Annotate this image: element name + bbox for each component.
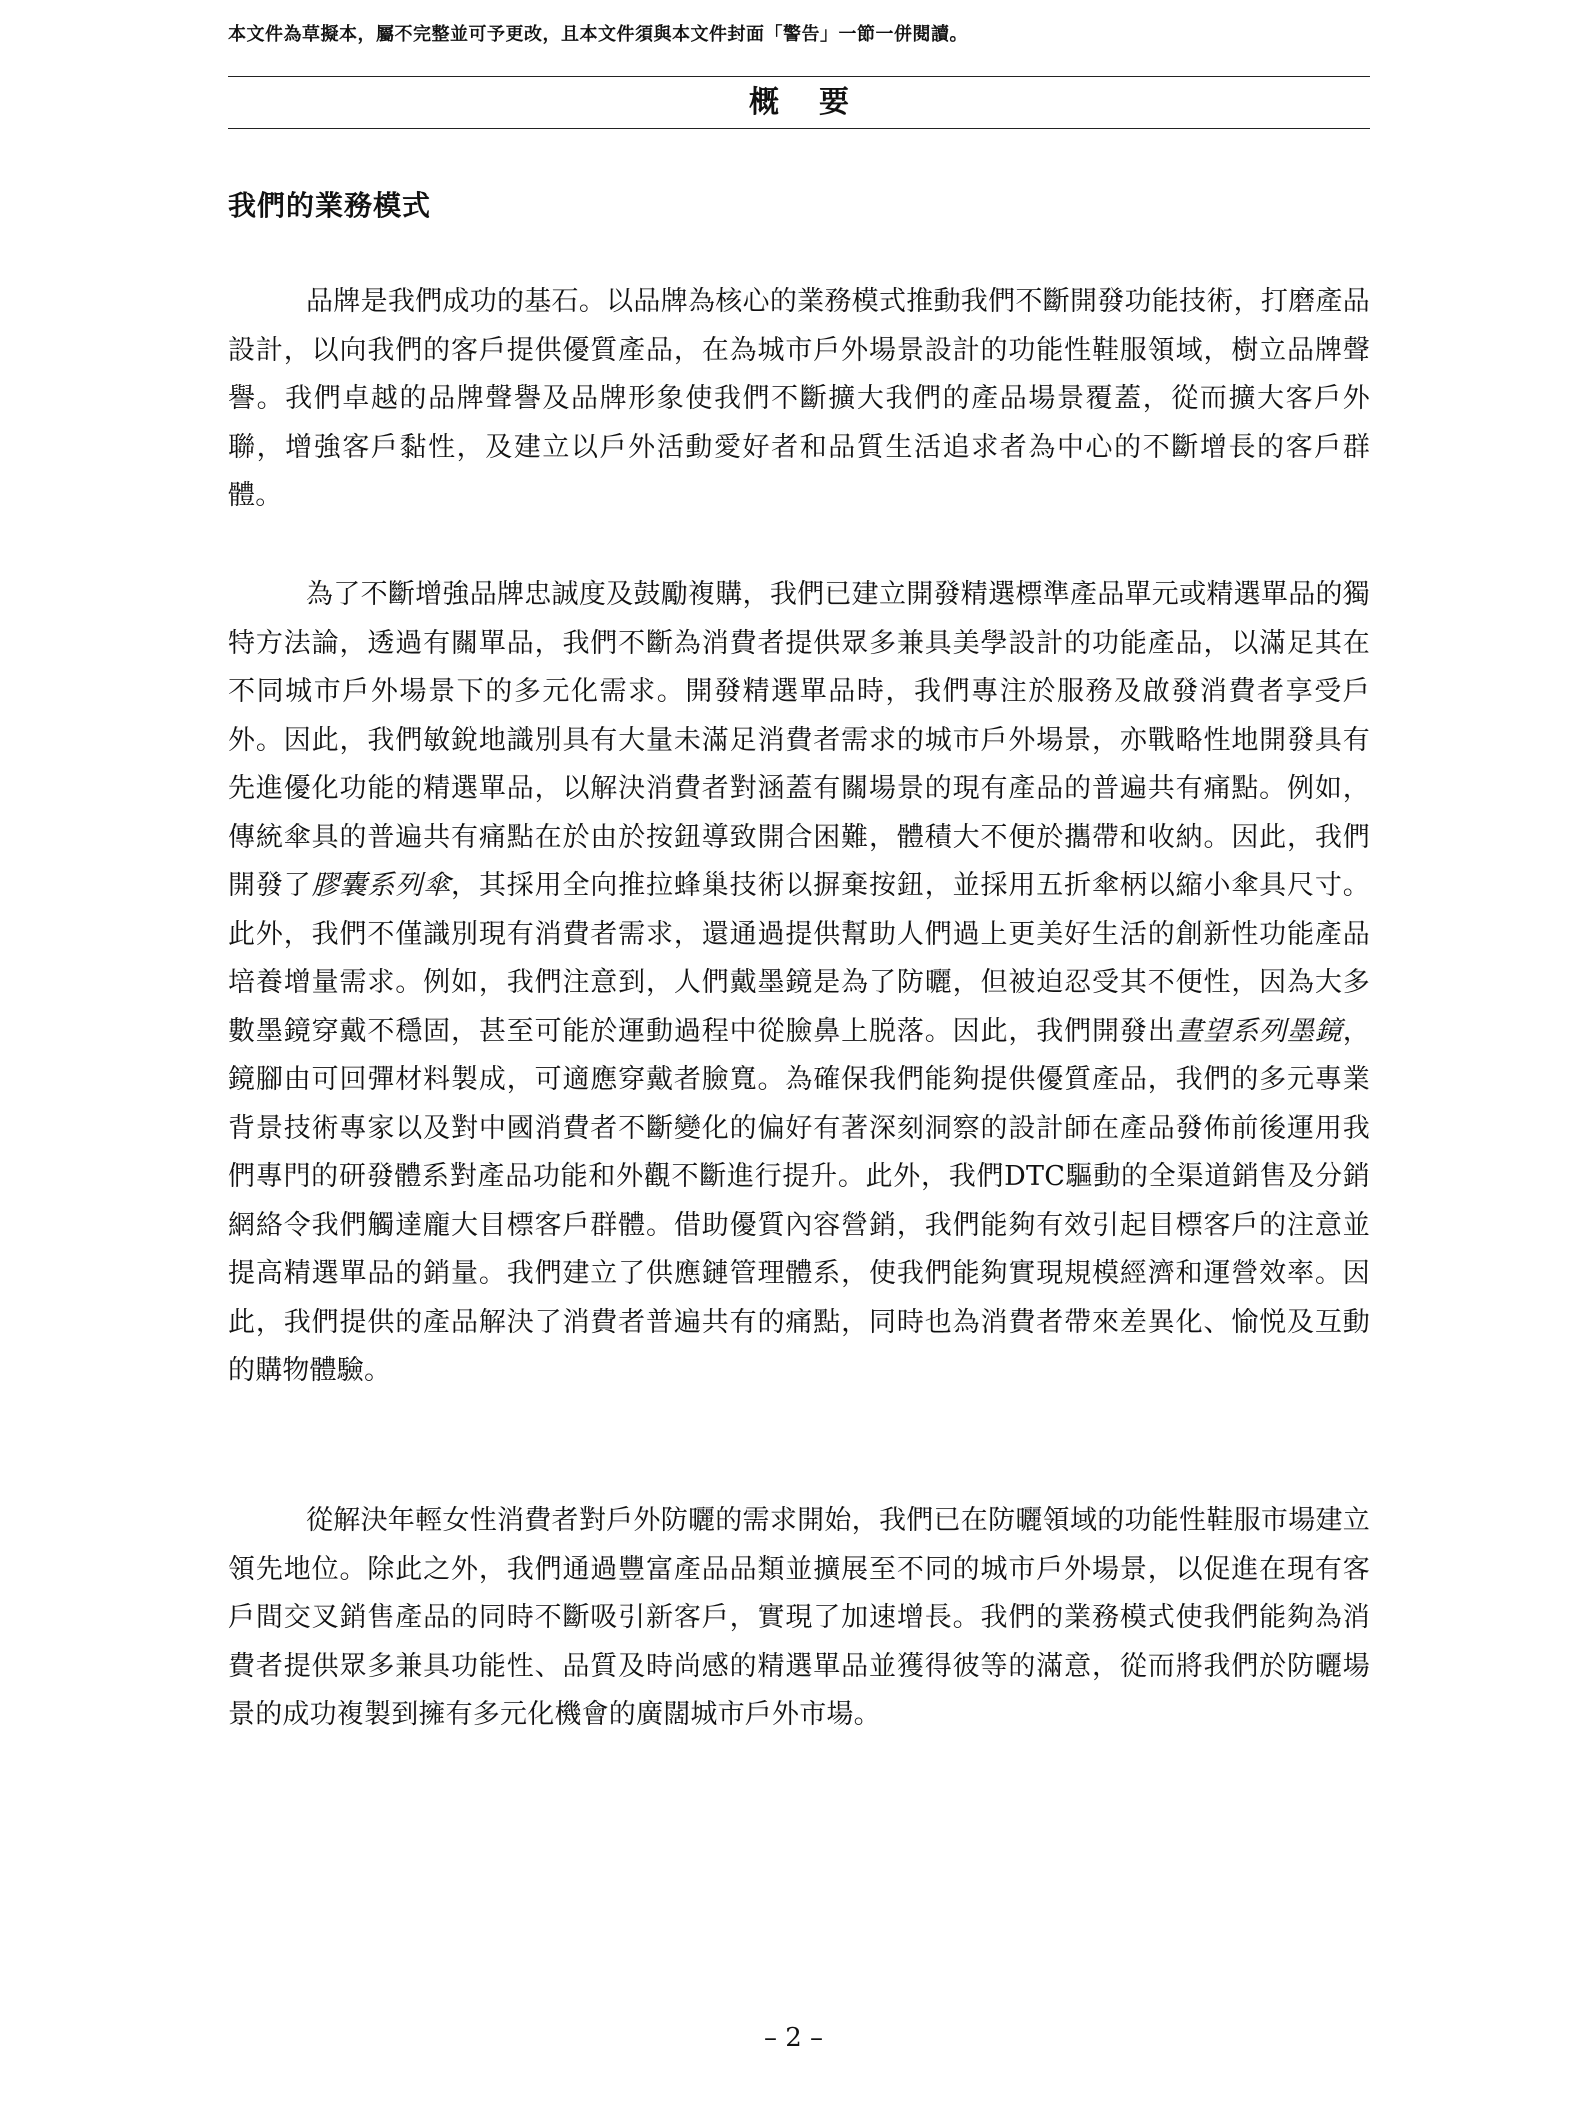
product-name-umbrella: 膠囊系列傘 bbox=[311, 870, 451, 901]
paragraph-text: 為了不斷增強品牌忠誠度及鼓勵複購，我們已建立開發精選標準產品單元或精選單品的獨特方法論，透過有關單品，我們不斷為消費者提供眾多兼具美學設計的功能產品，以滿足其在不同城市戶外場景下的多元化需求。開發精選單品時，我們專注於服務及啟發消費者享受戶外。因此，我們敏銳地識別具有大量未滿足消費者需求的城市戶外場景，亦戰略性地開發具有先進優化功能的精選單品，以解決消費者對涵蓋有關場景的現有產品的普遍共有痛點。例如，傳統傘具的普遍共有痛點在於由於按鈕導致開合困難，體積大不便於攜帶和收納。因此，我們開發了 bbox=[228, 579, 1370, 901]
page-number: – 2 – bbox=[763, 2023, 824, 2053]
title-top-rule bbox=[228, 76, 1370, 77]
section-title: 概要 bbox=[749, 85, 889, 120]
draft-warning-notice: 本文件為草擬本，屬不完整並可予更改，且本文件須與本文件封面「警告」一節一併閱讀。 bbox=[228, 24, 968, 45]
business-model-heading: 我們的業務模式 bbox=[228, 189, 432, 222]
paragraph-market-position: 從解決年輕女性消費者對戶外防曬的需求開始，我們已在防曬領域的功能性鞋服市場建立領先地位。除此之外，我們通過豐富產品品類並擴展至不同的城市戶外場景，以促進在現有客戶間交叉銷售產品的同時不斷吸引新客戶，實現了加速增長。我們的業務模式使我們能夠為消費者提供眾多兼具功能性、品質及時尚感的精選單品並獲得彼等的滿意，從而將我們於防曬場景的成功複製到擁有多元化機會的廣闊城市戶外市場。 bbox=[228, 1505, 1370, 1730]
title-bottom-rule bbox=[228, 128, 1370, 129]
paragraph-text: ，鏡腳由可回彈材料製成，可適應穿戴者臉寬。為確保我們能夠提供優質產品，我們的多元專業背景技術專家以及對中國消費者不斷變化的偏好有著深刻洞察的設計師在產品發佈前後運用我們專門的研發體系對產品功能和外觀不斷進行提升。此外，我們DTC驅動的全渠道銷售及分銷網絡令我們觸達龐大目標客戶群體。借助優質內容營銷，我們能夠有效引起目標客戶的注意並提高精選單品的銷量。我們建立了供應鏈管理體系，使我們能夠實現規模經濟和運營效率。因此，我們提供的產品解決了消費者普遍共有的痛點，同時也為消費者帶來差異化、愉悦及互動的購物體驗。 bbox=[228, 1015, 1370, 1386]
product-name-sunglasses: 晝望系列墨鏡 bbox=[1175, 1015, 1343, 1047]
paragraph-text: ，其採用全向推拉蜂巢技術以摒棄按鈕，並採用五折傘柄以縮小傘具尺寸。此外，我們不僅識別現有消費者需求，還通過提供幫助人們過上更美好生活的創新性功能產品培養增量需求。例如，我們注意到，人們戴墨鏡是為了防曬，但被迫忍受其不便性，因為大多數墨鏡穿戴不穩固，甚至可能於運動過程中從臉鼻上脱落。因此，我們開發出 bbox=[228, 870, 1370, 1047]
paragraph-selected-products bbox=[228, 571, 1370, 1396]
paragraph-brand: 品牌是我們成功的基石。以品牌為核心的業務模式推動我們不斷開發功能技術，打磨產品設計，以向我們的客戶提供優質產品，在為城市戶外場景設計的功能性鞋服領域，樹立品牌聲譽。我們卓越的品牌聲譽及品牌形象使我們不斷擴大我們的產品場景覆蓋，從而擴大客戶外聯，增強客戶黏性，及建立以戶外活動愛好者和品質生活追求者為中心的不斷增長的客戶群體。 bbox=[228, 286, 1370, 511]
